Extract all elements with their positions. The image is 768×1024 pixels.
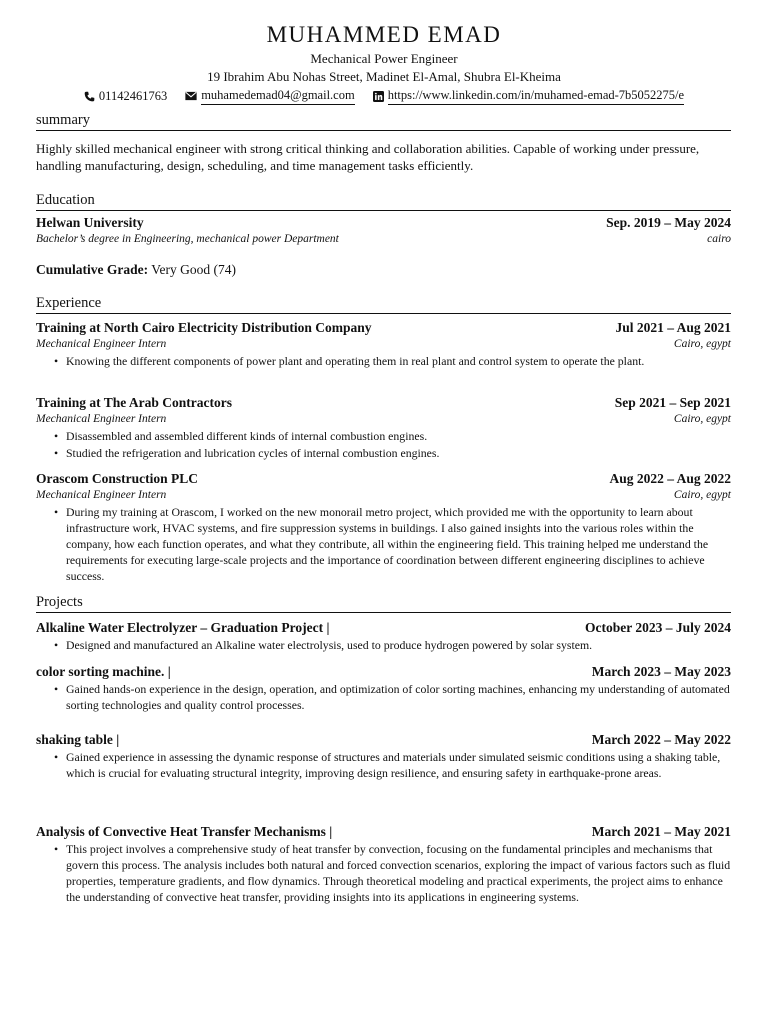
experience-item [36,394,731,461]
bullet-item: • Designed and manufactured an Alkaline water electrolysis, used to produce hydrogen powered by solar system. [36,637,731,653]
experience-role: Mechanical Engineer Intern [36,413,167,425]
grade-value: Very Good (74) [151,262,236,277]
bullet-text: Designed and manufactured an Alkaline water electrolysis, used to produce hydrogen powered by solar system. [66,638,593,652]
contact-row [0,87,768,105]
phone-contact[interactable] [84,88,167,104]
experience-item [36,319,731,369]
summary-heading: summary [36,111,731,131]
experience-location: Cairo, egypt [673,489,731,501]
education-heading: Education [36,191,731,211]
bullet-item: • During my training at Orascom, I worked on the new monorail metro project, which provided me with the opportunity to learn about infrastructure work, HVAC systems, and fire suppression systems in buildings. I also gained insights into the various roles within the company, how each function operates, and what they contribute, all within the engineering field. This training helped me understand the requirements for executing large-scale projects and the importance of coordination between different engineering disciplines to achieve success. [36,504,731,584]
cumulative-grade [36,261,731,278]
education-location: cairo [707,233,731,245]
experience-org: Training at The Arab Contractors [36,395,233,410]
project-item [36,823,731,905]
experience-org: Orascom Construction PLC [36,471,198,486]
project-title: shaking table | [36,732,120,747]
project-item [36,731,731,781]
envelope-icon [185,91,197,101]
bullet-text: Gained experience in assessing the dynamic response of structures and materials under simulated seismic conditions using a shaking table, which is crucial for evaluating structural integrity, improving design resilience, and ensuring safety in earthquake-prone areas. [66,750,721,780]
job-title: Mechanical Power Engineer [310,51,458,66]
grade-label: Cumulative Grade: [36,262,149,277]
bullet-item: • Disassembled and assembled different kinds of internal combustion engines. [36,428,731,444]
linkedin-link[interactable] [373,87,684,105]
project-item [36,619,731,653]
experience-dates: Sep 2021 – Sep 2021 [614,395,731,410]
education-dates: Sep. 2019 – May 2024 [606,215,731,230]
bullet-item: • Knowing the different components of power plant and operating them in real plant and control system to operate the plant. [36,353,731,369]
project-dates: March 2021 – May 2021 [591,824,731,839]
project-dates: March 2022 – May 2022 [591,732,731,747]
experience-dates: Jul 2021 – Aug 2021 [615,320,731,335]
project-item [36,663,731,713]
experience-location: Cairo, egypt [673,338,731,350]
phone-number: 01142461763 [98,89,168,103]
project-dates: March 2023 – May 2023 [591,664,731,679]
degree: Bachelor’s degree in Engineering, mechanical power Department [36,233,339,245]
bullet-text: Knowing the different components of power plant and operating them in real plant and control system to operate the plant. [66,354,645,368]
experience-role: Mechanical Engineer Intern [36,338,167,350]
address: 19 Ibrahim Abu Nohas Street, Madinet El-Amal, Shubra El-Kheima [207,69,561,84]
bullet-text: Gained hands-on experience in the design, operation, and optimization of color sorting machines, enhancing my understanding of automated sorting technologies and quality control processes. [66,682,730,712]
project-dates: October 2023 – July 2024 [585,620,731,635]
bullet-text: Studied the refrigeration and lubrication cycles of internal combustion engines. [66,446,440,460]
project-title: Analysis of Convective Heat Transfer Mechanisms | [36,824,333,839]
school-name: Helwan University [36,215,144,230]
applicant-name: MUHAMMED EMAD [266,22,502,47]
bullet-item: • Studied the refrigeration and lubrication cycles of internal combustion engines. [36,445,731,461]
bullet-item: • Gained experience in assessing the dynamic response of structures and materials under simulated seismic conditions using a shaking table, which is crucial for evaluating structural integrity, improving design resilience, and ensuring safety in earthquake-prone areas. [36,749,731,781]
bullet-text: This project involves a comprehensive study of heat transfer by convection, focusing on the fundamental principles and mechanisms that govern this process. The analysis includes both natural and forced convection scenarios, exploring the impact of various factors such as fluid properties, temperature gradients, and flow dynamics. Through theoretical modeling and practical experiments, the project aims to enhance the understanding of convective heat transfer, providing insights into its applications in engineering systems. [66,842,731,904]
project-title: color sorting machine. | [36,664,171,679]
experience-location: Cairo, egypt [673,413,731,425]
project-title: Alkaline Water Electrolyzer – Graduation Project | [36,620,330,635]
projects-heading: Projects [36,593,731,613]
email-address: muhamedemad04@gmail.com [201,87,355,105]
education-entry [36,214,731,247]
experience-dates: Aug 2022 – Aug 2022 [609,471,731,486]
linkedin-icon [373,91,384,102]
linkedin-url: https://www.linkedin.com/in/muhamed-emad-7b5052275/e [388,87,684,105]
email-link[interactable] [185,87,355,105]
experience-heading: Experience [36,294,731,314]
summary-text: Highly skilled mechanical engineer with strong critical thinking and collaboration abilities. Capable of working under pressure, handling manufacturing, design, scheduling, and time management tasks efficiently. [36,141,700,173]
bullet-text: During my training at Orascom, I worked on the new monorail metro project, which provided me with the opportunity to learn about infrastructure work, HVAC systems, and fire suppression systems in buildings. I also gained insights into the various roles within the company, how each function operates, and what they contribute, all within the engineering field. This training helped me understand the requirements for executing large-scale projects and the importance of coordination between different engineering disciplines to achieve success. [66,505,709,583]
experience-item [36,470,731,584]
bullet-text: Disassembled and assembled different kinds of internal combustion engines. [66,429,428,443]
experience-org: Training at North Cairo Electricity Distribution Company [36,320,372,335]
phone-icon [84,91,95,102]
bullet-item: • This project involves a comprehensive study of heat transfer by convection, focusing on the fundamental principles and mechanisms that govern this process. The analysis includes both natural and forced convection scenarios, exploring the impact of various factors such as fluid properties, temperature gradients, and flow dynamics. Through theoretical modeling and practical experiments, the project aims to enhance the understanding of convective heat transfer, providing insights into its applications in engineering systems. [54,842,731,904]
experience-role: Mechanical Engineer Intern [36,489,167,501]
bullet-item: • Gained hands-on experience in the design, operation, and optimization of color sorting machines, enhancing my understanding of automated sorting technologies and quality control processes. [54,682,730,712]
